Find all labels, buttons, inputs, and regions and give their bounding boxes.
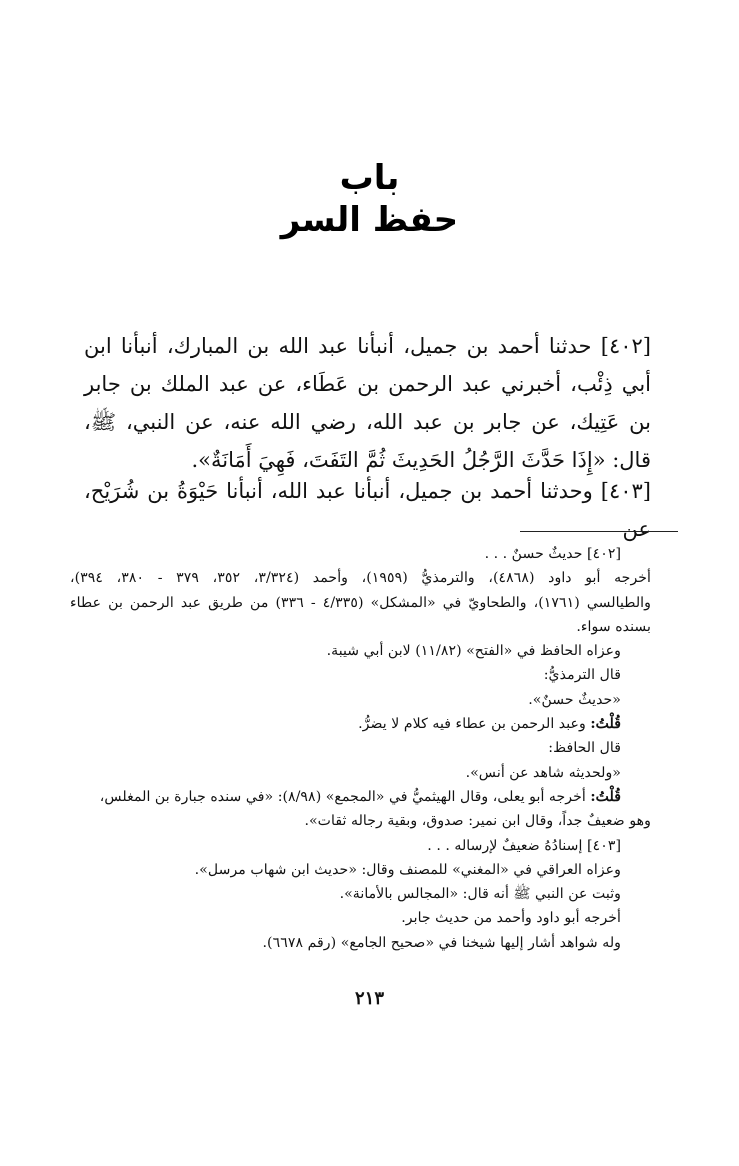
footnote-402-hafiz2-label: قال الحافظ: bbox=[548, 740, 621, 757]
footnote-402-hafiz2-quote: «ولحديثه شاهد عن أنس». bbox=[465, 764, 621, 781]
hadith-403-text: وحدثنا أحمد بن جميل، أنبأنا عبد الله، أنبأنا حَيْوَةُ بن شُرَيْح، عن bbox=[84, 479, 651, 541]
hadith-402-number: [٤٠٢] bbox=[600, 334, 651, 358]
footnote-403-akhrajahu: أخرجه أبو داود وأحمد من حديث جابر. bbox=[401, 910, 621, 927]
footnote-402-hafiz: وعزاه الحافظ في «الفتح» (١١/٨٢) لابن أبي شيبة. bbox=[326, 643, 621, 660]
footnote-403-iraqi: وعزاه العراقي في «المغني» للمصنف وقال: «حديث ابن شهاب مرسل». bbox=[194, 861, 621, 878]
footnote-402-qultu bbox=[70, 712, 651, 736]
footnote-402-tirmidhi-quote: «حديثٌ حسنٌ». bbox=[528, 691, 621, 708]
footnote-402-number: [٤٠٢] bbox=[587, 546, 621, 562]
footnote-402-tirmidhi-label: قال الترمذيُّ: bbox=[543, 667, 621, 684]
footnote-402-takhrij-line-1: أخرجه أبو داود (٤٨٦٨)، والترمذيُّ (١٩٥٩)، وأحمد (٣/٣٢٤، ٣٥٢، ٣٧٩ - ٣٨٠، ٣٩٤)، bbox=[70, 570, 651, 587]
footnote-403-heading bbox=[70, 834, 651, 858]
hadith-403-paragraph bbox=[84, 472, 651, 548]
qultu2-text: أخرجه أبو يعلى، وقال الهيثميُّ في «المجمع» (٨/٩٨): «في سنده جبارة بن المغلس، bbox=[99, 788, 586, 805]
footnote-402-qultu2-line-2: وهو ضعيفٌ جداً، وقال ابن نمير: صدوق، وبقية رجاله ثقات». bbox=[304, 813, 651, 830]
qultu-label: قُلْتُ: bbox=[590, 716, 621, 733]
hadith-402-text: حدثنا أحمد بن جميل، أنبأنا عبد الله بن المبارك، أنبأنا ابن أبي ذِئْب، أخبرني عبد الرحمن بن عَطَاء، عن عبد الملك بن جابر بن عَتِيك، عن جابر بن عبد الله، رضي الله عنه، عن النبي، ﷺ، قال: «إِذَا حَدَّثَ الرَّجُلُ الحَدِيثَ ثُمَّ التَفَتَ، فَهِيَ أَمَانَةٌ». bbox=[84, 334, 651, 472]
footnote-402-takhrij-line-2: والطيالسي (١٧٦١)، والطحاويّ في «المشكل» (٤/٣٣٥ - ٣٣٦) من طريق عبد الرحمن بن عطاء bbox=[70, 594, 651, 611]
hadith-402-paragraph bbox=[84, 327, 651, 479]
footnote-402-grade: حديثٌ حسنٌ . . . bbox=[484, 546, 583, 562]
footnote-403-number: [٤٠٣] bbox=[587, 837, 621, 854]
footnote-402-heading bbox=[70, 542, 651, 566]
page-number: ٢١٣ bbox=[354, 988, 384, 1009]
footnote-403-shawahid: وله شواهد أشار إليها شيخنا في «صحيح الجامع» (رقم ٦٦٧٨). bbox=[262, 934, 621, 951]
footnote-402-takhrij-line-3: بسنده سواء. bbox=[576, 618, 651, 635]
hadith-403-number: [٤٠٣] bbox=[600, 479, 651, 503]
footnote-402-qultu2-line-1 bbox=[70, 785, 651, 809]
chapter-title: حفظ السر bbox=[280, 200, 459, 240]
footnote-403-thabata: وثبت عن النبي ﷺ أنه قال: «المجالس بالأمانة». bbox=[339, 886, 621, 903]
qultu2-label: قُلْتُ: bbox=[590, 788, 621, 805]
chapter-heading: باب bbox=[339, 158, 400, 198]
footnote-divider bbox=[520, 531, 678, 532]
qultu-text: وعبد الرحمن بن عطاء فيه كلام لا يضرُّ. bbox=[358, 716, 586, 733]
footnote-403-grade: إسنادُهُ ضعيفٌ لإرساله . . . bbox=[427, 837, 583, 854]
footnotes-block bbox=[70, 542, 651, 955]
